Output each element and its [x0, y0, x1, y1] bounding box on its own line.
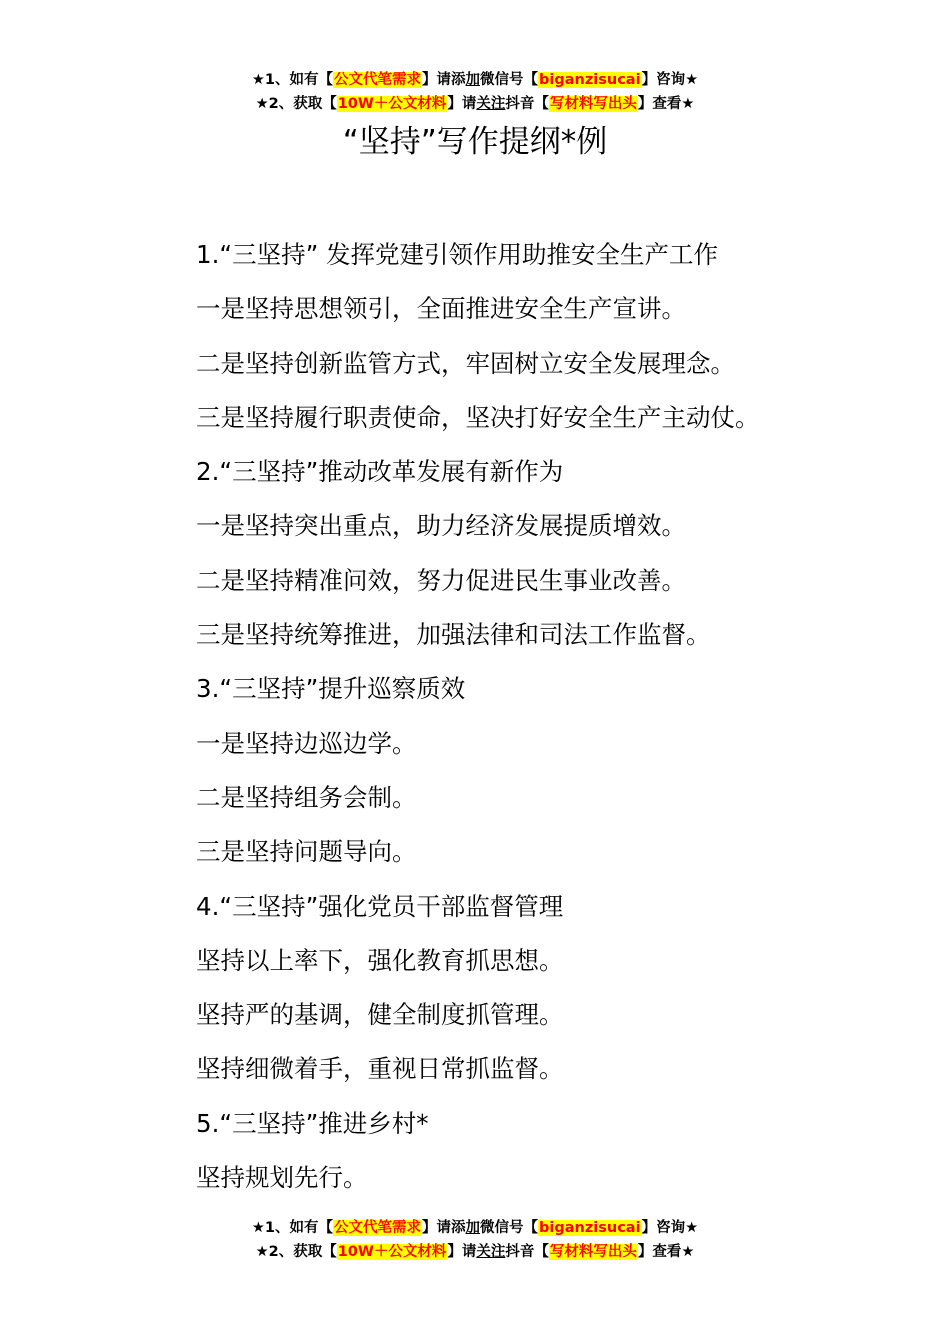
- body-line: 坚持细微着手，重视日常抓监督。: [196, 1054, 564, 1084]
- body-line: 二是坚持创新监管方式，牢固树立安全发展理念。: [196, 348, 735, 378]
- banner-highlight-wechat-id: biganzisucai: [539, 1220, 641, 1236]
- banner-underlined-text: 加: [465, 1220, 481, 1236]
- body-line: 三是坚持问题导向。: [196, 837, 417, 867]
- body-line: 坚持严的基调，健全制度抓管理。: [196, 1000, 564, 1030]
- banner-text: 抖音【: [505, 96, 549, 112]
- body-line: 三是坚持履行职责使命，坚决打好安全生产主动仗。: [196, 402, 760, 432]
- banner-text: ★2、获取【: [255, 96, 337, 112]
- banner-line-2: [0, 92, 950, 116]
- banner-highlight: 10W＋公文材料: [337, 96, 447, 112]
- section-heading-1: 1.“三坚持” 发挥党建引领作用助推安全生产工作: [196, 240, 719, 269]
- header-banner: [0, 68, 950, 116]
- banner-text: 】咨询★: [641, 72, 699, 88]
- banner-highlight: 10W＋公文材料: [337, 1244, 447, 1260]
- banner-text: 微信号【: [480, 72, 539, 88]
- banner-text: ★2、获取【: [255, 1244, 337, 1260]
- banner-line-2: [0, 1240, 950, 1264]
- document-body: [196, 228, 916, 1205]
- body-line: 坚持规划先行。: [196, 1163, 368, 1193]
- banner-text: 】请: [447, 96, 477, 112]
- banner-text: 】查看★: [637, 1244, 695, 1260]
- banner-text: 抖音【: [505, 1244, 549, 1260]
- banner-text: 】请添: [422, 72, 466, 88]
- body-line: 三是坚持统筹推进，加强法律和司法工作监督。: [196, 620, 711, 650]
- section-heading-2: 2.“三坚持”推动改革发展有新作为: [196, 457, 564, 487]
- banner-underlined-text: 加: [465, 72, 481, 88]
- body-line: 一是坚持思想领引，全面推进安全生产宣讲。: [196, 294, 686, 324]
- banner-text: 】咨询★: [641, 1220, 699, 1236]
- banner-highlight-wechat-id: biganzisucai: [539, 72, 641, 88]
- banner-highlight-douyin: 写材料写出头: [549, 1244, 637, 1260]
- body-line: 二是坚持组务会制。: [196, 782, 417, 812]
- body-line: 一是坚持突出重点，助力经济发展提质增效。: [196, 511, 686, 541]
- banner-underlined-text: 关注: [476, 1244, 506, 1260]
- banner-text: 】请添: [422, 1220, 466, 1236]
- document-title: “坚持”写作提纲*例: [342, 124, 608, 160]
- body-line: 一是坚持边巡边学。: [196, 728, 417, 758]
- banner-underlined-text: 关注: [476, 96, 506, 112]
- banner-highlight: 公文代笔需求: [334, 1220, 422, 1236]
- banner-line-1: [0, 1216, 950, 1240]
- banner-text: 】请: [447, 1244, 477, 1260]
- body-line: 坚持以上率下，强化教育抓思想。: [196, 945, 564, 975]
- banner-highlight: 公文代笔需求: [334, 72, 422, 88]
- banner-highlight-douyin: 写材料写出头: [549, 96, 637, 112]
- section-heading-5: 5.“三坚持”推进乡村*: [196, 1108, 429, 1138]
- banner-text: 微信号【: [480, 1220, 539, 1236]
- section-heading-4: 4.“三坚持”强化党员干部监督管理: [196, 891, 564, 921]
- banner-text: ★1、如有【: [251, 72, 334, 88]
- banner-text: 】查看★: [637, 96, 695, 112]
- banner-line-1: [0, 68, 950, 92]
- footer-banner: [0, 1216, 950, 1264]
- banner-text: ★1、如有【: [251, 1220, 334, 1236]
- body-line: 二是坚持精准问效，努力促进民生事业改善。: [196, 565, 686, 595]
- section-heading-3: 3.“三坚持”提升巡察质效: [196, 674, 466, 704]
